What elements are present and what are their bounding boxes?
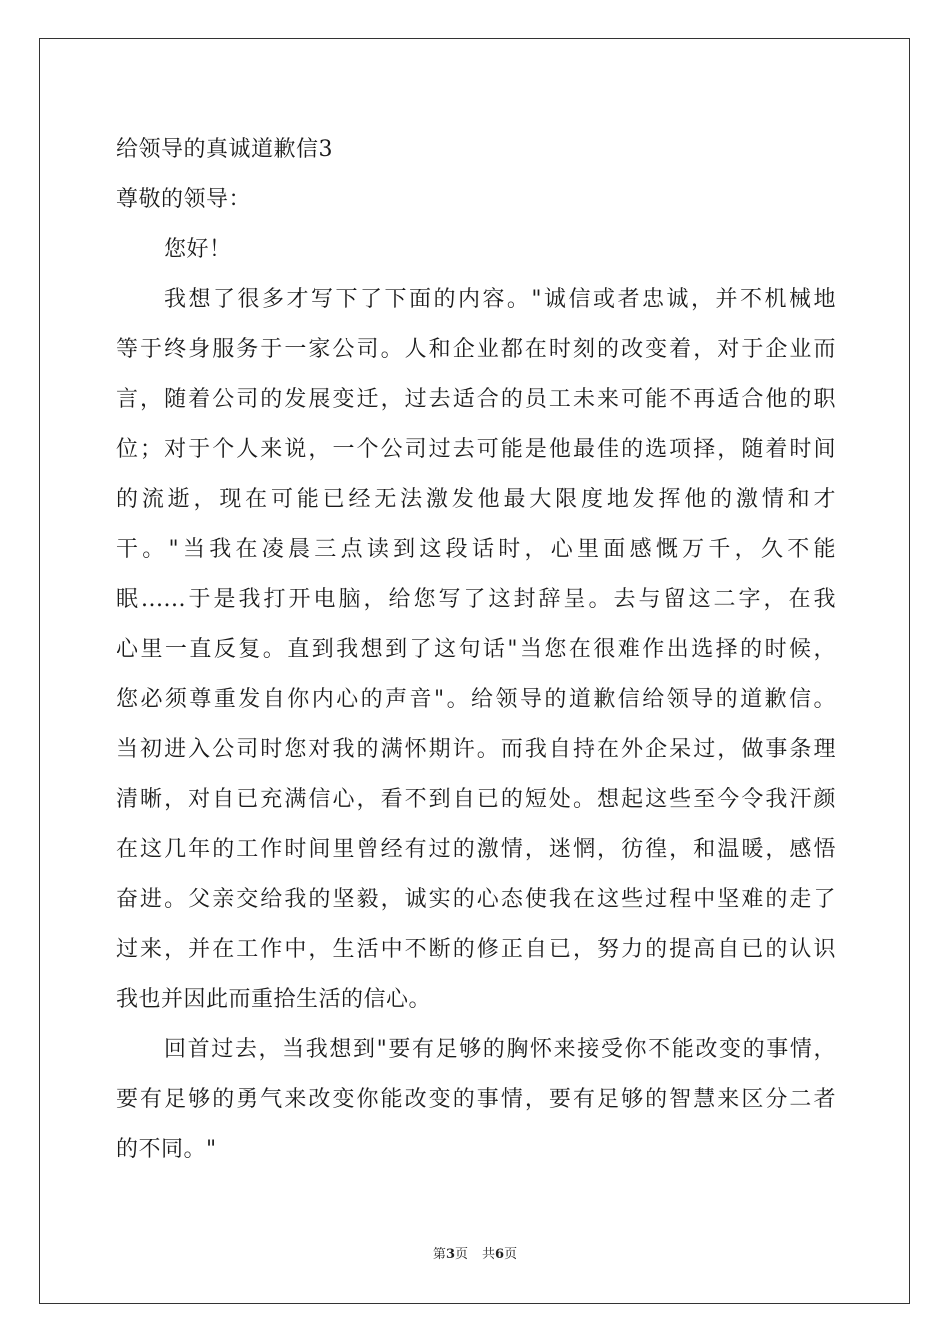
paragraph-line: 奋进。父亲交给我的坚毅，诚实的心态使我在这些过程中坚难的走了 [116, 887, 836, 912]
total-pages: 6 [495, 1247, 505, 1262]
paragraph-line: 言，随着公司的发展变迁，过去适合的员工未来可能不再适合他的职 [116, 387, 836, 412]
paragraph-line: 的不同。" [116, 1137, 217, 1162]
paragraph-line: 眠......于是我打开电脑，给您写了这封辞呈。去与留这二字，在我 [116, 587, 836, 612]
paragraph-line: 在这几年的工作时间里曾经有过的激情，迷惘，彷徨，和温暖，感悟 [116, 837, 836, 862]
paragraph-line: 清晰，对自已充满信心，看不到自已的短处。想起这些至今令我汗颜 [116, 787, 836, 812]
paragraph-line: 您必须尊重发自你内心的声音"。给领导的道歉信给领导的道歉信。 [116, 687, 836, 712]
page-prefix: 第 [432, 1247, 446, 1262]
paragraph-line: 回首过去，当我想到"要有足够的胸怀来接受你不能改变的事情， [164, 1037, 836, 1062]
paragraph-line: 干。"当我在凌晨三点读到这段话时，心里面感慨万千，久不能 [116, 537, 836, 562]
page-number: 3 [445, 1247, 455, 1262]
paragraph-line: 当初进入公司时您对我的满怀期许。而我自持在外企呆过，做事条理 [116, 737, 836, 762]
total-prefix: 共 [482, 1247, 496, 1262]
salutation: 尊敬的领导： [116, 187, 252, 212]
paragraph-line: 要有足够的勇气来改变你能改变的事情，要有足够的智慧来区分二者 [116, 1087, 836, 1112]
greeting: 您好！ [164, 237, 232, 262]
paragraph-line: 位；对于个人来说，一个公司过去可能是他最佳的选项择，随着时间 [116, 437, 836, 462]
document-title: 给领导的真诚道歉信3 [116, 137, 333, 162]
paragraph-line: 过来，并在工作中，生活中不断的修正自已，努力的提高自已的认识 [116, 937, 836, 962]
paragraph-line: 我也并因此而重拾生活的信心。 [116, 987, 432, 1012]
page-footer [0, 1246, 950, 1264]
paragraph-line: 等于终身服务于一家公司。人和企业都在时刻的改变着，对于企业而 [116, 337, 836, 362]
paragraph-line: 我想了很多才写下了下面的内容。"诚信或者忠诚，并不机械地 [164, 287, 836, 312]
paragraph-line: 的流逝，现在可能已经无法激发他最大限度地发挥他的激情和才 [116, 487, 836, 512]
paragraph-line: 心里一直反复。直到我想到了这句话"当您在很难作出选择的时候， [116, 637, 836, 662]
page-suffix: 页 [454, 1247, 468, 1262]
total-suffix: 页 [504, 1247, 518, 1262]
